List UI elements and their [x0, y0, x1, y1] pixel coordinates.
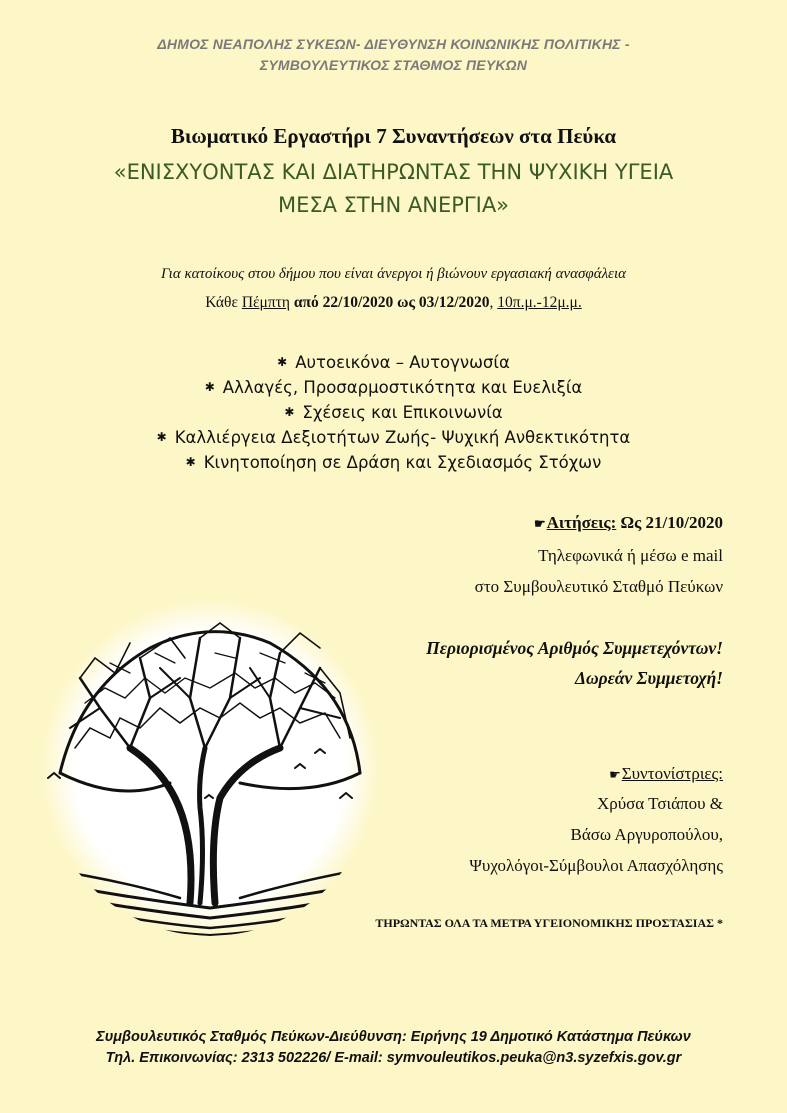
- topic-item-4: ✱ Καλλιέργεια Δεξιοτήτων Ζωής- Ψυχική Ανθεκτικότητα: [156, 428, 631, 447]
- audience-text: Για κατοίκους στου δήμου που είναι άνεργοι ή βιώνουν εργασιακή ανασφάλεια: [160, 266, 627, 282]
- subtitle-line-1: «ΕΝΙΣΧΥΟΝΤΑΣ ΚΑΙ ΔΙΑΤΗΡΩΝΤΑΣ ΤΗΝ ΨΥΧΙΚΗ ΥΓΕΙΑ: [113, 160, 674, 184]
- health-measures-note: ΤΗΡΩΝΤΑΣ ΟΛΑ ΤΑ ΜΕΤΡΑ ΥΓΕΙΟΝΟΜΙΚΗΣ ΠΡΟΣΤΑΣΙΑΣ *: [375, 916, 723, 930]
- coordinator-name-1: Χρύσα Τσιάπου &: [596, 794, 723, 813]
- schedule-prefix: Κάθε: [205, 294, 238, 311]
- asterisk-bullet-icon: ✱: [156, 430, 167, 444]
- applications-method: Τηλεφωνικά ή μέσω e mail: [538, 546, 723, 565]
- applications-heading: [534, 513, 723, 533]
- limited-participants-note: Περιορισμένος Αριθμός Συμμετεχόντων!: [426, 638, 723, 658]
- coordinators-role: Ψυχολόγοι-Σύμβουλοι Απασχόλησης: [469, 856, 723, 875]
- applications-place: στο Συμβουλευτικό Σταθμό Πεύκων: [474, 577, 723, 596]
- topic-item-1: ✱ Αυτοεικόνα – Αυτογνωσία: [277, 353, 510, 372]
- tree-of-life-illustration: [40, 598, 380, 938]
- coordinators-heading: [609, 764, 723, 784]
- topic-item-5: ✱ Κινητοποίηση σε Δράση και Σχεδιασμός Στόχων: [185, 453, 602, 472]
- schedule-line: [0, 294, 787, 312]
- subtitle-line-2: ΜΕΣΑ ΣΤΗΝ ΑΝΕΡΓΙΑ»: [277, 193, 510, 217]
- applications-label: Αιτήσεις:: [546, 513, 617, 532]
- header-line-2: ΣΥΜΒΟΥΛΕΥΤΙΚΟΣ ΣΤΑΘΜΟΣ ΠΕΥΚΩΝ: [259, 57, 528, 73]
- pointing-hand-icon: ☛: [533, 516, 546, 531]
- footer-contact: Τηλ. Επικοινωνίας: 2313 502226/ E-mail: symvouleutikos.peuka@n3.syzefxis.gov.gr: [105, 1050, 682, 1066]
- footer-address: Συμβουλευτικός Σταθμός Πεύκων-Διεύθυνση: Ειρήνης 19 Δημοτικό Κατάστημα Πεύκων: [96, 1029, 691, 1045]
- header-line-1: ΔΗΜΟΣ ΝΕΑΠΟΛΗΣ ΣΥΚΕΩΝ- ΔΙΕΥΘΥΝΣΗ ΚΟΙΝΩΝΙΚΗΣ ΠΟΛΙΤΙΚΗΣ -: [157, 36, 630, 52]
- coordinator-name-2: Βάσω Αργυροπούλου,: [570, 825, 723, 844]
- schedule-dates: από 22/10/2020 ως 03/12/2020: [293, 294, 490, 311]
- schedule-time: 10π.μ.-12μ.μ.: [497, 294, 582, 311]
- free-participation-note: Δωρεάν Συμμετοχή!: [575, 668, 723, 688]
- schedule-day: Πέμπτη: [241, 294, 291, 311]
- asterisk-bullet-icon: ✱: [204, 380, 215, 394]
- asterisk-bullet-icon: ✱: [185, 455, 196, 469]
- applications-deadline: Ως 21/10/2020: [620, 513, 723, 532]
- page-title: Βιωματικό Εργαστήρι 7 Συναντήσεων στα Πεύκα: [170, 124, 617, 148]
- asterisk-bullet-icon: ✱: [277, 355, 288, 369]
- topic-item-3: ✱ Σχέσεις και Επικοινωνία: [284, 403, 503, 422]
- schedule-comma: ,: [489, 294, 494, 311]
- topic-item-2: ✱ Αλλαγές, Προσαρμοστικότητα και Ευελιξία: [204, 378, 583, 397]
- pointing-hand-icon: ☛: [609, 767, 621, 782]
- tree-background-circle: [40, 598, 380, 938]
- coordinators-label: Συντονίστριες:: [621, 764, 723, 783]
- asterisk-bullet-icon: ✱: [284, 405, 295, 419]
